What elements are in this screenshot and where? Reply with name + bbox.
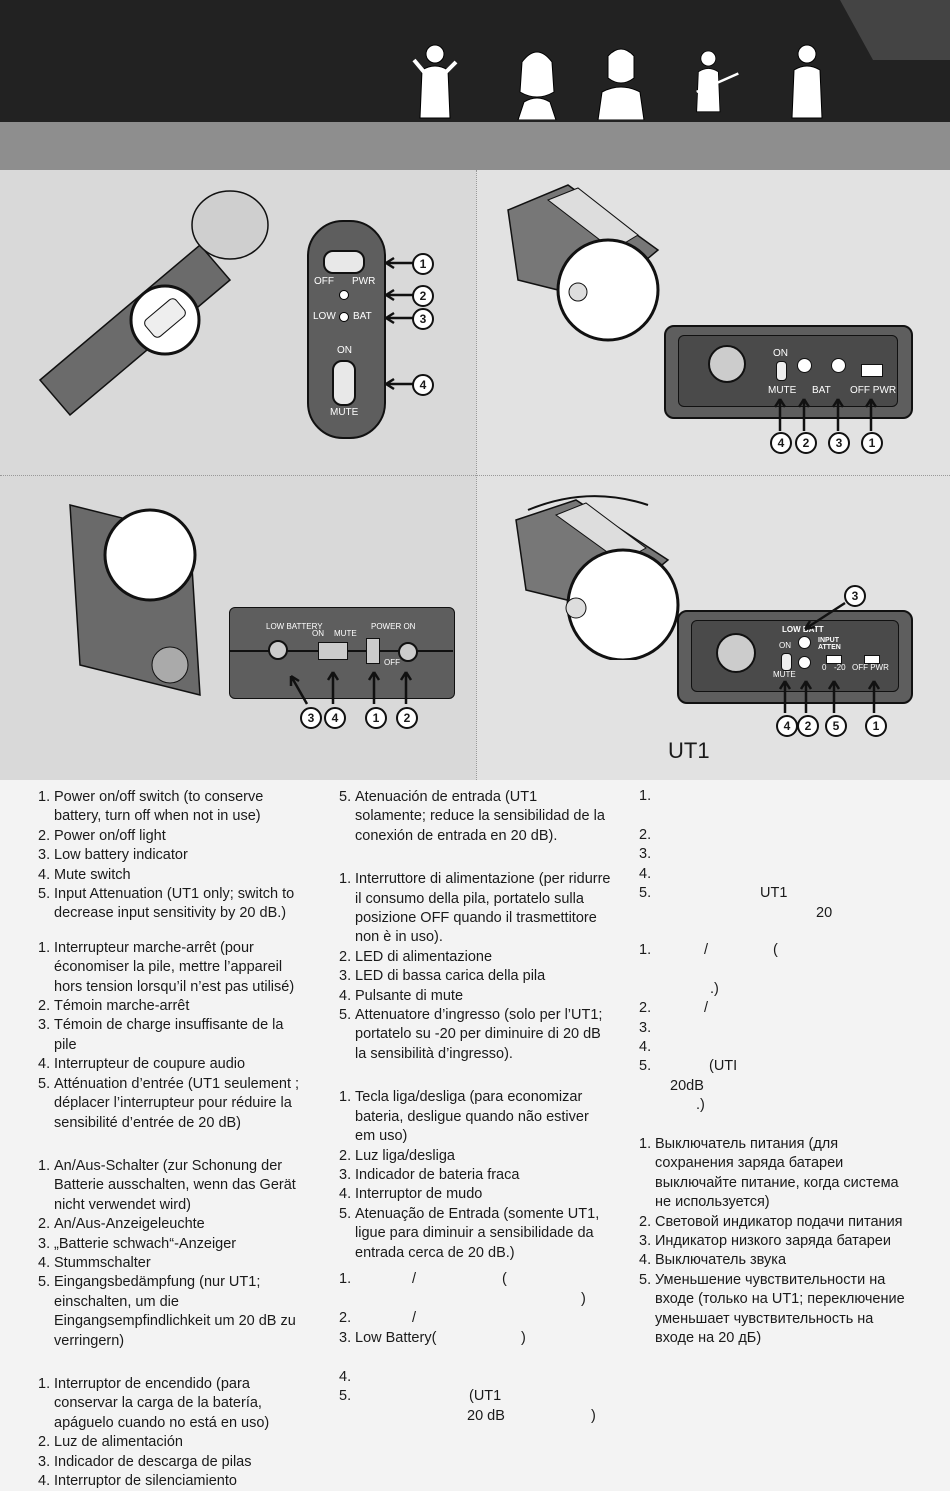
- list-item: 5. Attenuatore d’ingresso (solo per l’UT1; portatelo su -20 per diminuire di 20 dB la sensibilità d’ingresso).: [339, 1007, 603, 1062]
- bodypack-label-mute: MUTE: [768, 385, 797, 396]
- callout-2: 2: [396, 707, 418, 729]
- callout-4: 4: [412, 374, 434, 396]
- bodypack-power-led: [797, 358, 812, 373]
- plugon-battery-led: [268, 640, 288, 660]
- panel-divider-v: [476, 170, 477, 780]
- plugon-power-led: [398, 642, 418, 662]
- plugon-label-low-battery: LOW BATTERY: [266, 622, 323, 631]
- plugon-mute-switch[interactable]: [318, 642, 348, 660]
- ut1-label-low-batt: LOW BATT: [782, 625, 824, 634]
- ut1-label-on: ON: [779, 641, 791, 650]
- list-item: 4. Interruptor de mudo: [339, 1186, 483, 1203]
- list-item: 2. Luz de alimentación: [38, 1434, 183, 1451]
- plugon-label-mute: MUTE: [334, 629, 357, 638]
- bodypack-label-bat: BAT: [812, 385, 831, 396]
- list-japanese: 1. / ( ) 2. / 3. Low Battery( ) 4. 5. (UT1 20 dB ): [339, 1271, 596, 1424]
- plugon-callout-arrows: [285, 668, 415, 708]
- bodypack-power-switch[interactable]: [861, 364, 883, 377]
- list-item: 1. Interrupteur marche-arrêt (pour économiser la pile, mettre l’appareil hors tension lorsqu’il n’est pas utilisé): [38, 939, 295, 995]
- callout-2: 2: [412, 285, 434, 307]
- list-item: 1. Tecla liga/desliga (para economizar bateria, desligue quando não estiver em uso): [339, 1089, 589, 1145]
- panel-divider-h: [0, 475, 950, 476]
- bodypack-label-on: ON: [773, 348, 788, 359]
- list-item: 4. Mute switch: [38, 866, 131, 883]
- list-item: 1. Power on/off switch (to conserve battery, turn off when not in use): [38, 789, 264, 825]
- ut1-transmitter-illustration: [508, 490, 688, 660]
- list-item: 3. Témoin de charge insuffisante de la pile: [38, 1017, 284, 1053]
- handheld-power-switch[interactable]: [323, 250, 365, 274]
- list-item: 2. Luz liga/desliga: [339, 1147, 455, 1164]
- list-item: 5. Input Attenuation (UT1 only; switch to decrease input sensitivity by 20 dB.): [38, 886, 295, 922]
- ut1-label-minus20: -20: [834, 663, 846, 672]
- callout-4: 4: [776, 715, 798, 737]
- list-french: [38, 939, 303, 1133]
- list-spanish-cont: [339, 788, 611, 846]
- list-item: 5. Atténuation d’entrée (UT1 seulement ; déplacer l’interrupteur pour réduire la sensibilité d’entrée de 20 dB): [38, 1075, 300, 1131]
- list-item: 5. Уменьшение чувствительности на входе (только на UT1; переключение уменьшает чувствительность на входе на 20 дБ): [639, 1271, 905, 1347]
- handheld-label-on: ON: [337, 345, 352, 356]
- list-item: 3. Indicador de descarga de pilas: [38, 1453, 252, 1470]
- singer-icon: [410, 42, 460, 120]
- plugon-power-switch[interactable]: [366, 638, 380, 664]
- list-item: 5. Atenuação de Entrada (somente UT1, ligue para diminuir a sensibilidade da entrada cerca de 20 dB.): [339, 1205, 600, 1261]
- list-item: 2. Power on/off light: [38, 827, 166, 844]
- callout-4: 4: [324, 707, 346, 729]
- list-korean: 1. / ( .) 2. / 3. 4. 5. (UTI 20dB .): [639, 942, 778, 1113]
- guitarist-icon: [690, 42, 740, 120]
- bodypack-transmitter-illustration: [498, 180, 678, 350]
- callout-2: 2: [797, 715, 819, 737]
- text-column-1: [38, 788, 303, 1491]
- sub-header-bar: [0, 122, 950, 170]
- bodypack-callout-arrows: [770, 395, 890, 435]
- list-item: 2. LED di alimentazione: [339, 948, 493, 965]
- callout-3: 3: [828, 432, 850, 454]
- list-item: 5. Eingangsbedämpfung (nur UT1; einschalten, um die Eingangsempfindlichkeit um 20 dB zu verringern): [38, 1274, 296, 1349]
- plugon-transmitter-illustration: [60, 495, 210, 715]
- bodypack-label-offpwr: OFF PWR: [850, 385, 897, 396]
- headset-presenter-icon: [512, 42, 562, 120]
- ut1-label-zero: 0: [822, 663, 827, 672]
- ut1-input-connector[interactable]: [716, 633, 756, 673]
- callout-3: 3: [412, 308, 434, 330]
- list-item: 4. Interrupteur de coupure audio: [38, 1056, 246, 1073]
- handheld-mute-switch[interactable]: [332, 360, 356, 406]
- callout-1: 1: [865, 715, 887, 737]
- plugon-label-on: ON: [312, 629, 324, 638]
- ut1-callout-arrows: [775, 595, 895, 715]
- handheld-microphone-illustration: [30, 185, 290, 425]
- handheld-label-low: LOW: [313, 311, 336, 322]
- list-italian: [339, 870, 611, 1064]
- list-item: 1. Выключатель питания (для сохранения заряда батареи выключайте питание, когда система не используется): [639, 1136, 899, 1211]
- plugon-label-off: OFF: [384, 658, 400, 667]
- callout-2: 2: [795, 432, 817, 454]
- text-column-2: [339, 788, 611, 1263]
- handheld-battery-led: [339, 312, 349, 322]
- list-english: [38, 788, 303, 924]
- list-chinese: 1. 2. 3. 4. 5. UT1 20: [639, 788, 833, 921]
- callout-3: 3: [300, 707, 322, 729]
- list-item: 4. Выключатель звука: [639, 1252, 787, 1269]
- list-item: 2. Световой индикатор подачи питания: [639, 1213, 903, 1230]
- list-item: 4. Interruptor de silenciamiento: [38, 1473, 237, 1489]
- text-column-3-russian: [639, 1135, 911, 1348]
- saxophonist-icon: [782, 42, 832, 120]
- list-item: 3. LED di bassa carica della pila: [339, 968, 546, 985]
- bodypack-battery-led: [831, 358, 846, 373]
- list-item: 2. Témoin marche-arrêt: [38, 998, 190, 1015]
- lavalier-presenter-icon: [596, 42, 646, 120]
- list-item: 1. An/Aus-Schalter (zur Schonung der Batterie ausschalten, wenn das Gerät nicht verwendet wird): [38, 1157, 296, 1213]
- handheld-label-bat: BAT: [353, 311, 372, 322]
- callout-1: 1: [365, 707, 387, 729]
- plugon-label-power-on: POWER ON: [371, 622, 416, 631]
- handheld-label-off: OFF: [314, 276, 334, 287]
- list-item: 3. Индикатор низкого заряда батареи: [639, 1233, 891, 1250]
- list-item: 3. Indicador de bateria fraca: [339, 1166, 520, 1183]
- list-item: 5. Atenuación de entrada (UT1 solamente; reduce la sensibilidad de la conexión de entrada en 20 dB).: [339, 789, 605, 844]
- list-item: 3. Low battery indicator: [38, 847, 188, 864]
- list-item: 3. „Batterie schwach“-Anzeiger: [38, 1235, 237, 1252]
- list-german: [38, 1157, 303, 1351]
- callout-5: 5: [825, 715, 847, 737]
- ut1-title: UT1: [668, 738, 710, 763]
- list-russian: [639, 1135, 911, 1348]
- ut1-label-mute: MUTE: [773, 670, 796, 679]
- list-item: 1. Interruttore di alimentazione (per ridurre il consumo della pila, portatelo sulla posizione OFF quando il trasmettitore non è in uso).: [339, 871, 611, 946]
- callout-1: 1: [412, 253, 434, 275]
- list-item: 4. Pulsante di mute: [339, 987, 464, 1004]
- list-item: 2. An/Aus-Anzeigeleuchte: [38, 1216, 205, 1233]
- handheld-label-mute: MUTE: [330, 407, 359, 418]
- bodypack-mute-switch[interactable]: [776, 361, 787, 381]
- list-portuguese: [339, 1088, 611, 1263]
- callout-3: 3: [844, 585, 866, 607]
- handheld-power-led: [339, 290, 349, 300]
- list-spanish: [38, 1375, 303, 1491]
- callout-4: 4: [770, 432, 792, 454]
- list-item: 4. Stummschalter: [38, 1254, 151, 1271]
- handheld-label-pwr: PWR: [352, 276, 376, 287]
- list-item: 1. Interruptor de encendido (para conservar la carga de la batería, apáguelo cuando no está en uso): [38, 1375, 270, 1431]
- bodypack-input-connector[interactable]: [708, 345, 746, 383]
- callout-1: 1: [861, 432, 883, 454]
- ut1-label-input-atten: INPUT ATTEN: [818, 637, 841, 651]
- ut1-label-offpwr: OFF PWR: [852, 663, 889, 672]
